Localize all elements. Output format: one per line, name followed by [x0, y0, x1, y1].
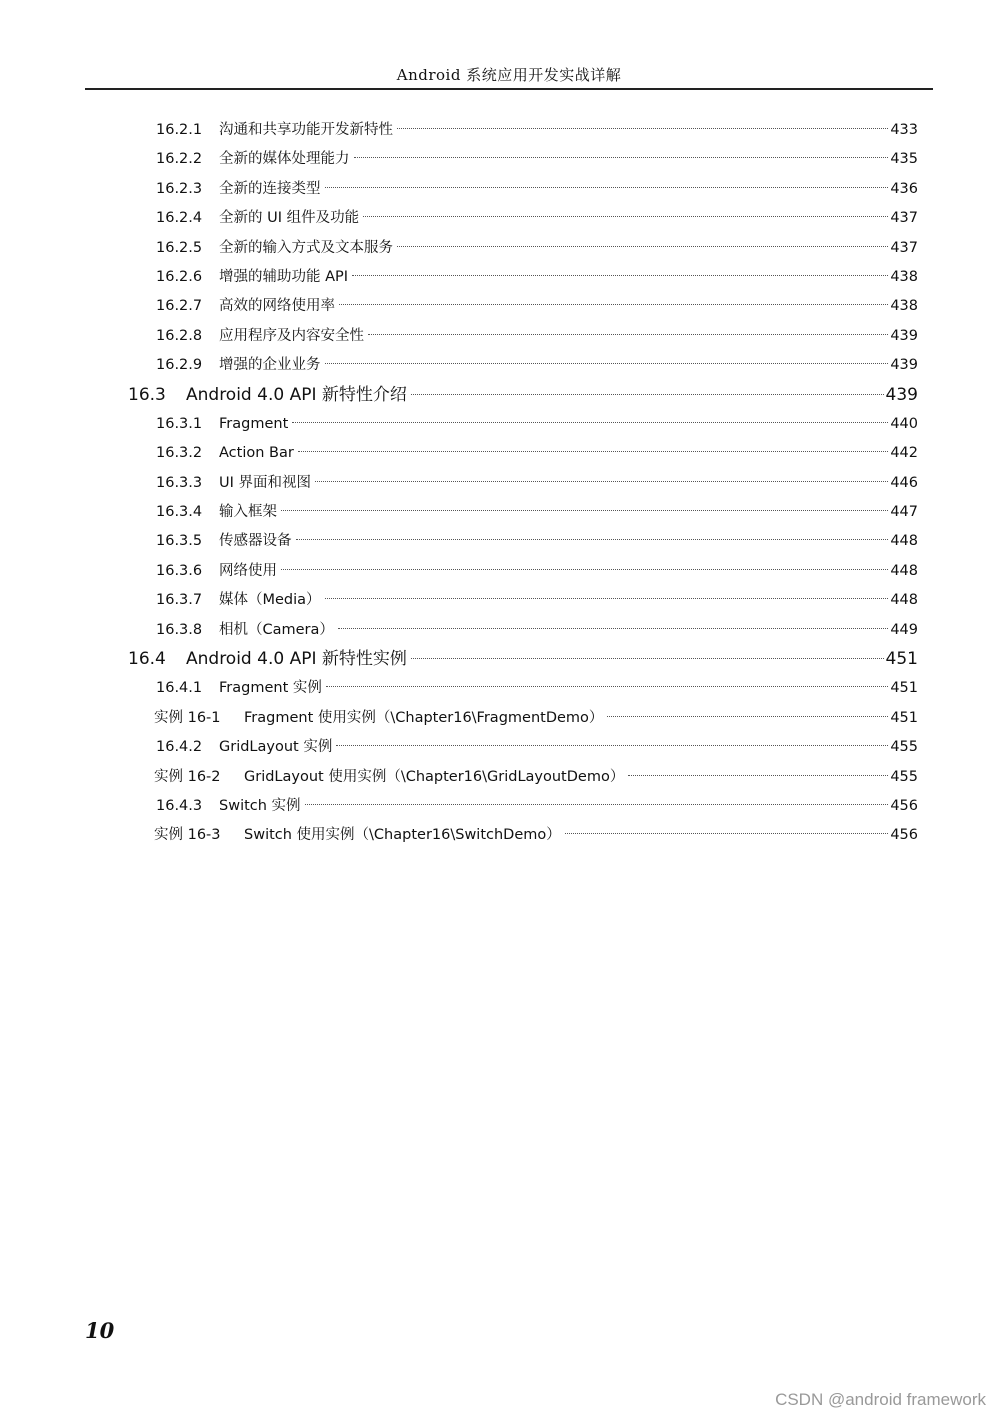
toc-subsection-entry: [0, 322, 1000, 351]
dot-leader: [325, 598, 888, 599]
toc-entry-page: 442: [890, 445, 918, 462]
dot-leader: [565, 833, 888, 834]
toc-entry-number: 16.2.1: [156, 122, 203, 138]
toc-entry-page: 455: [890, 739, 918, 756]
dot-leader: [336, 745, 888, 746]
watermark: CSDN @android framework: [775, 1390, 986, 1409]
toc-entry-page: 447: [890, 504, 918, 521]
toc-entry-number: 16.3.6: [156, 562, 203, 579]
toc-entry-title: 沟通和共享功能开发新特性: [219, 122, 393, 138]
toc-entry-page: 448: [890, 533, 918, 550]
toc-entry-title: 应用程序及内容安全性: [219, 327, 364, 344]
toc-entry-number: 16.2.5: [156, 239, 203, 256]
dot-leader: [352, 275, 888, 276]
toc-entry-title: 全新的输入方式及文本服务: [219, 239, 393, 256]
dot-leader: [315, 481, 888, 482]
toc-entry-page: 438: [890, 298, 918, 315]
dot-leader: [325, 187, 889, 188]
toc-subsection-entry: [0, 263, 1000, 292]
toc-subsection-entry: [0, 586, 1000, 615]
dot-leader: [281, 510, 888, 511]
toc-subsection-entry: [0, 557, 1000, 586]
toc-entry-number: 16.4: [128, 649, 166, 670]
toc-entry-number: 16.2.9: [156, 357, 203, 374]
toc-entry-number: 16.2.4: [156, 210, 203, 227]
toc-entry-title: 相机（Camera）: [219, 621, 334, 638]
toc-entry-number: 实例 16-3: [154, 827, 221, 844]
toc-subsection-entry: [0, 116, 1000, 145]
toc-subsection-entry: [0, 469, 1000, 498]
toc-entry-page: 438: [890, 268, 918, 285]
toc-entry-title: GridLayout 实例: [219, 739, 333, 756]
toc-entry-page: 439: [890, 357, 918, 374]
dot-leader: [368, 334, 888, 335]
toc-entry-title: Switch 实例: [219, 797, 301, 814]
toc-entry-title: Action Bar: [219, 445, 294, 462]
toc-entry-number: 16.3.4: [156, 504, 203, 521]
toc-entry-title: 增强的辅助功能 API: [219, 268, 349, 285]
toc-subsection-entry: [0, 733, 1000, 762]
toc-entry-number: 16.3: [128, 384, 166, 405]
toc-entry-number: 16.2.6: [156, 268, 203, 285]
toc-entry-title: Fragment 实例: [219, 680, 322, 697]
toc-subsection-entry: [0, 527, 1000, 556]
toc-entry-number: 16.4.1: [156, 680, 203, 697]
dot-leader: [397, 128, 888, 129]
toc-entry-page: 436: [890, 180, 918, 197]
book-title: Android 系统应用开发实战详解: [396, 66, 622, 84]
toc-entry-number: 16.3.7: [156, 592, 203, 609]
toc-entry-page: 456: [890, 797, 918, 814]
toc-entry-page: 446: [890, 474, 918, 491]
toc-example-entry: [0, 821, 1000, 850]
toc-entry-title: 全新的 UI 组件及功能: [219, 210, 360, 227]
toc-subsection-entry: [0, 292, 1000, 321]
toc-entry-title: 增强的企业业务: [219, 357, 321, 374]
toc-subsection-entry: [0, 616, 1000, 645]
toc-entry-page: 439: [885, 384, 918, 405]
toc-entry-title: 全新的连接类型: [219, 180, 321, 197]
toc-entry-page: 433: [890, 122, 918, 138]
toc-entry-number: 16.3.2: [156, 445, 203, 462]
toc-subsection-entry: [0, 674, 1000, 703]
toc-entry-title: Android 4.0 API 新特性实例: [186, 649, 407, 670]
dot-leader: [305, 804, 888, 805]
toc-entry-title: UI 界面和视图: [219, 474, 311, 491]
dot-leader: [325, 363, 889, 364]
toc-entry-title: Android 4.0 API 新特性介绍: [186, 384, 407, 405]
dot-leader: [411, 394, 884, 395]
dot-leader: [338, 628, 888, 629]
dot-leader: [397, 246, 888, 247]
toc-entry-title: GridLayout 使用实例（\Chapter16\GridLayoutDemo）: [244, 768, 625, 785]
toc-entry-number: 16.3.5: [156, 533, 203, 550]
toc-entry-page: 437: [890, 239, 918, 256]
toc-entry-page: 449: [890, 621, 918, 638]
dot-leader: [296, 539, 889, 540]
toc-entry-number: 16.4.2: [156, 739, 203, 756]
toc-subsection-entry: [0, 498, 1000, 527]
dot-leader: [339, 304, 888, 305]
toc-entry-page: 439: [890, 327, 918, 344]
toc-entry-number: 16.3.1: [156, 415, 203, 432]
toc-entry-number: 16.3.8: [156, 621, 203, 638]
toc-subsection-entry: [0, 792, 1000, 821]
toc-section-entry: [0, 381, 1000, 410]
toc-entry-number: 实例 16-1: [154, 709, 221, 726]
toc-subsection-entry: [0, 410, 1000, 439]
page-number: 10: [85, 1318, 115, 1343]
toc-entry-page: 437: [890, 210, 918, 227]
toc-entry-page: 456: [890, 827, 918, 844]
toc-entry-title: Fragment: [219, 415, 289, 432]
toc-subsection-entry: [0, 145, 1000, 174]
toc-entry-title: 媒体（Media）: [219, 592, 321, 609]
toc-subsection-entry: [0, 439, 1000, 468]
toc-entry-title: Fragment 使用实例（\Chapter16\FragmentDemo）: [244, 709, 604, 726]
dot-leader: [354, 157, 889, 158]
dot-leader: [363, 216, 888, 217]
dot-leader: [628, 775, 888, 776]
toc-entry-page: 451: [890, 680, 918, 697]
toc-entry-page: 455: [890, 768, 918, 785]
toc-entry-page: 448: [890, 562, 918, 579]
toc-entry-page: 435: [890, 151, 918, 168]
dot-leader: [326, 686, 888, 687]
toc-entry-number: 16.2.2: [156, 151, 203, 168]
table-of-contents: [0, 116, 1000, 851]
toc-entry-number: 16.2.7: [156, 298, 203, 315]
dot-leader: [292, 422, 888, 423]
toc-entry-number: 16.2.3: [156, 180, 203, 197]
toc-subsection-entry: [0, 175, 1000, 204]
toc-entry-page: 448: [890, 592, 918, 609]
toc-entry-title: 高效的网络使用率: [219, 298, 335, 315]
toc-entry-title: 网络使用: [219, 562, 277, 579]
toc-section-entry: [0, 645, 1000, 674]
toc-subsection-entry: [0, 351, 1000, 380]
toc-entry-title: 输入框架: [219, 504, 277, 521]
toc-entry-number: 16.2.8: [156, 327, 203, 344]
toc-entry-title: Switch 使用实例（\Chapter16\SwitchDemo）: [244, 827, 561, 844]
dot-leader: [281, 569, 888, 570]
dot-leader: [411, 658, 884, 659]
toc-entry-number: 16.3.3: [156, 474, 203, 491]
toc-entry-title: 全新的媒体处理能力: [219, 151, 350, 168]
toc-entry-title: 传感器设备: [219, 533, 292, 550]
toc-entry-number: 16.4.3: [156, 797, 203, 814]
toc-entry-page: 440: [890, 415, 918, 432]
toc-entry-page: 451: [885, 649, 918, 670]
toc-subsection-entry: [0, 204, 1000, 233]
toc-entry-page: 451: [890, 709, 918, 726]
toc-subsection-entry: [0, 234, 1000, 263]
page-header: [85, 60, 933, 90]
toc-example-entry: [0, 704, 1000, 733]
toc-entry-number: 实例 16-2: [154, 768, 221, 785]
dot-leader: [607, 716, 888, 717]
dot-leader: [298, 451, 888, 452]
toc-example-entry: [0, 763, 1000, 792]
